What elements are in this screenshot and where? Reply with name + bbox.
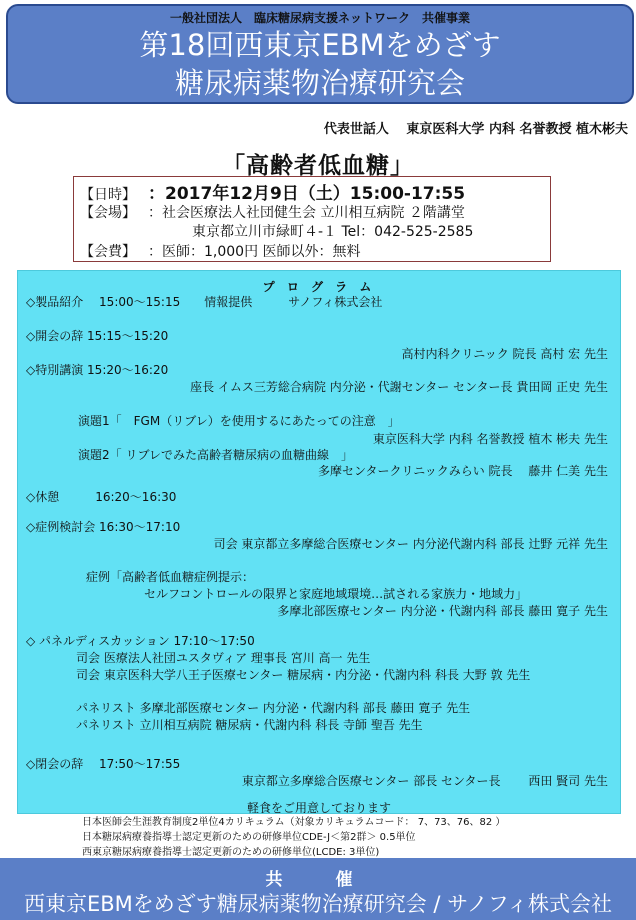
credit-line: 日本糖尿病療養指導士認定更新のための研修単位CDE-J＜第2群＞ 0.5単位 [82,832,416,843]
credit-line: 西東京糖尿病療養指導士認定更新のための研修単位(LCDE: 3単位) [82,847,380,858]
date-row [80,179,465,204]
credit-line: 日本医師会生涯教育制度2単位4カリキュラム（対象カリキュラムコード： 7、73、76、82 ） [82,817,506,828]
panelist1: パネリスト 多摩北部医療センター 内分泌・代謝内科 部長 藤田 寛子 先生 [76,701,471,715]
panel-discussion: ◇ パネルディスカッション 17:10～17:50 [26,634,255,648]
closing-speaker: 東京都立多摩総合医療センター 部長 センター長 西田 賢司 先生 [241,774,608,788]
cosponsor-footer [0,858,636,920]
closing-remarks: ◇閉会の辞 17:50～17:55 [26,757,181,771]
lecture2-speaker: 多摩センタークリニックみらい 院長 藤井 仁美 先生 [317,464,608,478]
opening-speaker: 高村内科クリニック 院長 高村 宏 先生 [401,347,608,361]
panelist2: パネリスト 立川相互病院 糖尿病・代謝内科 科長 寺師 聖吾 先生 [76,718,423,732]
opening-remarks: ◇開会の辞 15:15～15:20 [26,329,169,343]
program-box [17,270,621,814]
event-header [6,4,634,104]
meal-note: 軽食をご用意しております [246,801,391,815]
case-presenter: 多摩北部医療センター 内分泌・代謝内科 部長 藤田 寛子 先生 [277,604,608,618]
event-title-line1: 第18回西東京EBMをめざす [139,28,501,62]
product-intro: ◇製品紹介 15:00～15:15 情報提供 サノフィ株式会社 [26,295,383,309]
case-study-chair: 司会 東京都立多摩総合医療センター 内分泌代謝内科 部長 辻野 元祥 先生 [213,537,608,551]
venue-value: ：社会医療法人社団健生会 立川相互病院 ２階講堂 [148,205,465,221]
date-label: 【日時】 [80,187,136,203]
lecture2-title: 演題2「 リブレでみた高齢者糖尿病の血糖曲線 」 [78,448,353,462]
date-value: ：2017年12月9日（土）15:00-17:55 [148,184,466,204]
case-title-line2: セルフコントロールの限界と家庭地域環境…試される家族力・地域力」 [144,587,528,601]
special-lecture-chair: 座長 イムス三芳総合病院 内分泌・代謝センター センター長 貴田岡 正史 先生 [190,380,608,394]
venue-label: 【会場】 [80,205,136,221]
address: 東京都立川市緑町４-１ Tel：042-525-2585 [192,224,474,240]
lecture1-title: 演題1「 FGM（リブレ）を使用するにあたっての注意 」 [78,414,400,428]
theme-title: 「高齢者低血糖」 [222,153,414,179]
representative: 代表世話人 東京医科大学 内科 名誉教授 植木彬夫 [323,122,628,137]
panel-moderator2: 司会 東京医科大学八王子医療センター 糖尿病・内分泌・代謝内科 科長 大野 敦 先生 [76,668,531,682]
organizer-line: 一般社団法人 臨床糖尿病支援ネットワーク 共催事業 [169,11,470,25]
cosponsor-names: 西東京EBMをめざす糖尿病薬物治療研究会 / サノフィ株式会社 [23,892,613,916]
panel-moderator1: 司会 医療法人社団ユスタヴィア 理事長 宮川 高一 先生 [76,651,371,665]
break: ◇休憩 16:20～16:30 [26,490,177,504]
case-study: ◇症例検討会 16:30～17:10 [26,520,181,534]
fee-label: 【会費】 [80,244,136,260]
program-title: プ ロ グ ラ ム [262,280,376,294]
lecture1-speaker: 東京医科大学 内科 名誉教授 植木 彬夫 先生 [372,432,608,446]
event-title-line2: 糖尿病薬物治療研究会 [174,66,465,100]
fee-row [80,241,361,261]
event-info-box [73,176,551,262]
fee-value: ：医師：1,000円 医師以外：無料 [148,244,361,260]
cosponsor-label: 共 催 [265,870,371,890]
special-lecture: ◇特別講演 15:20～16:20 [26,363,169,377]
case-title-line1: 症例「高齢者低血糖症例提示： [86,570,255,584]
venue-row [80,202,465,222]
